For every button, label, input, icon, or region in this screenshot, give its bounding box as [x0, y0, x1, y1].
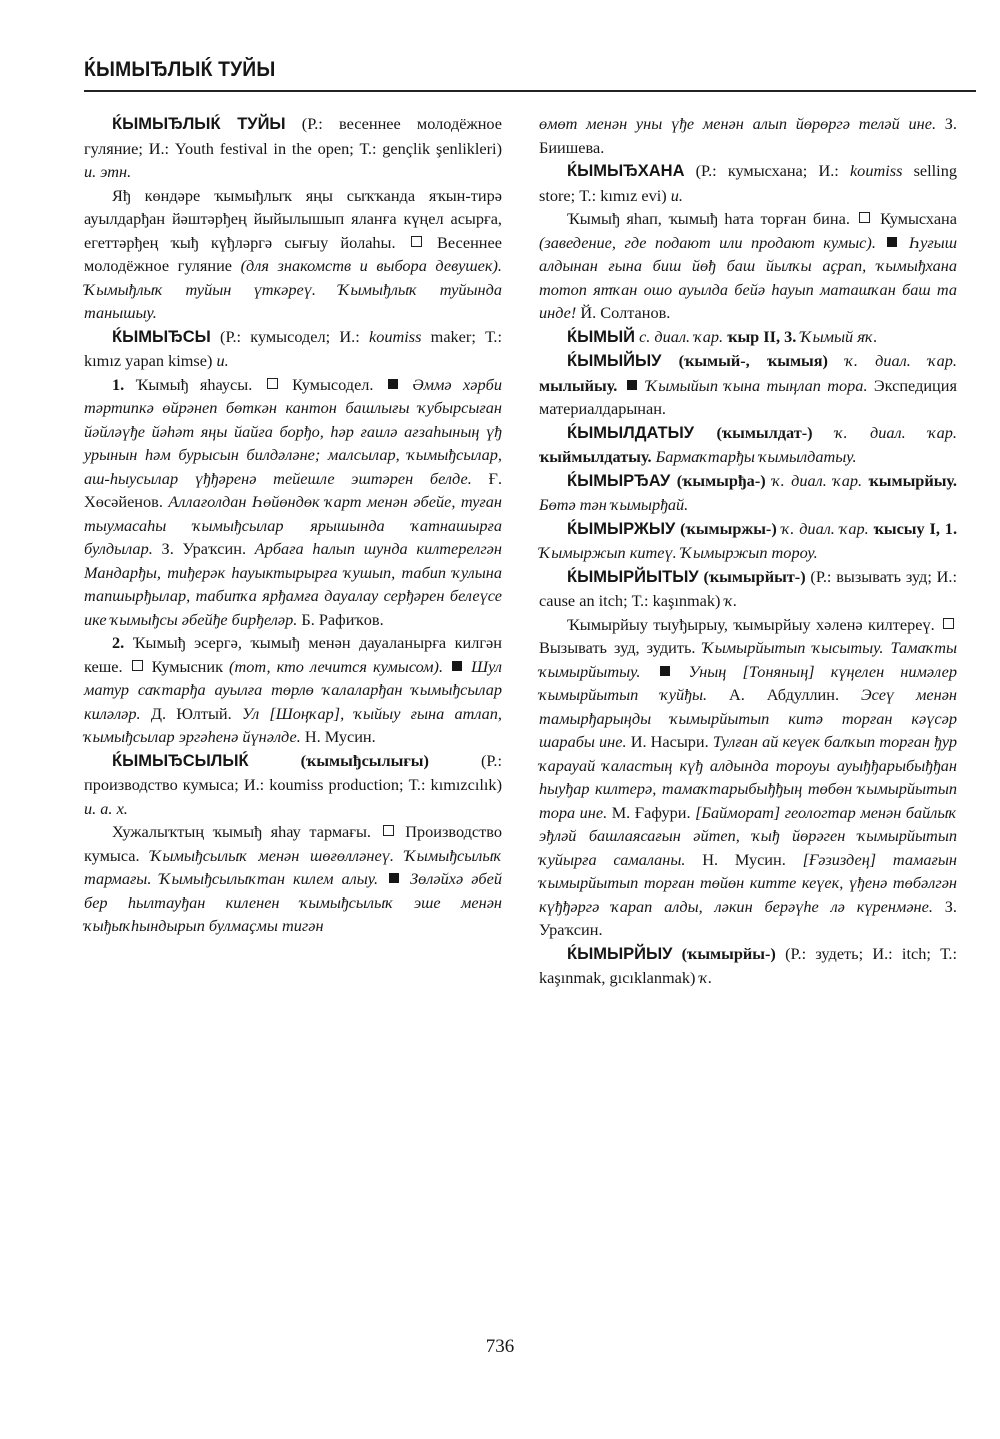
dictionary-entry: [539, 421, 957, 469]
headword: ЌЫМЫРЙЫТЫУ: [567, 567, 699, 586]
russian-equivalent: Кумысодел.: [292, 374, 374, 394]
entry-definition: [539, 613, 957, 942]
russian-equivalent-marker-icon: [267, 378, 278, 389]
right-column: [539, 112, 957, 990]
page-number: 736: [485, 1336, 515, 1357]
quotation: Һуғыш алдынан ғына биш йөђ баш йылҡы аҫрап, ҡымыђхана тотоп ятҡан ошо ауылда бейә һауып маташҡан баш та инде!: [539, 232, 958, 322]
dictionary-entry: [84, 112, 502, 184]
definition-text: Ҡымыђ эсергә, ҡымыђ менән дауаланырға килгән кеше.: [84, 633, 502, 676]
grammar-label: ҡ.: [724, 591, 738, 610]
entry-sense: [84, 631, 502, 749]
quotation-author: А. Абдуллин.: [729, 685, 840, 704]
inflected-form: (ҡымырђа-): [676, 470, 766, 490]
translation-gloss: (Р.: кумысодел; И.:: [220, 326, 360, 346]
russian-equivalent-marker-icon: [943, 618, 954, 629]
cross-reference: ҡысыу I, 1.: [873, 518, 958, 538]
cross-reference: ҡыр II, 3.: [727, 326, 797, 346]
entry-definition: [539, 207, 957, 325]
headword: ЌЫМЫРЂАУ: [567, 471, 671, 490]
quotation: Уның [Тоняның] күңелен нимәлер ҡымырйытып ҡуйђы.: [539, 661, 958, 704]
quotations-marker-icon: [627, 380, 637, 390]
headword: ЌЫМЫЂЛЫЌ ТУЙЫ: [112, 115, 286, 133]
russian-equivalent-marker-icon: [411, 236, 422, 247]
russian-equivalent: Кумысник: [151, 656, 224, 676]
grammar-label: с. диал. ҡар.: [639, 326, 724, 346]
quotation: [Байморат] геологтар менән байлыҡ эђләй башлаясағын әйтеп, ҡыђ йөрәген ҡымырйытып ҡуйырға самаланы.: [539, 802, 957, 869]
russian-note: (для знакомств и выбора девушек).: [240, 256, 502, 275]
grammar-label: ҡ. диал. ҡар.: [781, 518, 869, 538]
cross-reference: ҡымырйыу.: [868, 470, 958, 490]
translation-gloss: maker; Т.: kımız yapan kimse): [84, 326, 502, 370]
quotation-author: И. Насыри.: [630, 732, 709, 751]
translation-gloss: selling store; Т.: kımız evi): [539, 161, 957, 205]
quotation: Аллағолдан Һөйөндөк ҡарт менән әбейе, туған тыумасаһы ҡымыђсылар ярышында ҡатнашырға булдылар.: [84, 492, 502, 558]
translation-gloss-italic: koumiss: [368, 326, 422, 346]
translation-gloss-italic: koumiss: [849, 161, 903, 180]
usage-examples: Бармаҡтарђы ҡымылдатыу.: [655, 447, 857, 466]
definition-text: Ҡымырйыу тыуђырыу, ҡымырйыу хәленә килтереү.: [567, 614, 935, 634]
quotation: Ҡымыйып ҡына тыңлап тора.: [646, 375, 868, 395]
russian-equivalent-marker-icon: [132, 660, 143, 671]
russian-note: (тот, кто лечится кумысом).: [229, 656, 444, 676]
grammar-label: и. этн.: [84, 162, 132, 181]
quotations-marker-icon: [887, 237, 897, 247]
grammar-label: ҡ. диал. ҡар.: [834, 422, 958, 442]
translation-gloss: (Р.: вызывать зуд; И.: cause an itch; Т.: kaşınmak): [539, 566, 957, 610]
left-column: [84, 112, 502, 938]
russian-equivalent: Весеннее молодёжное гуляние: [84, 232, 502, 275]
dictionary-entry: [84, 749, 502, 821]
entry-sense: [84, 373, 502, 632]
quotation: Ул [Шоңҡар], ҡыйыу ғына атлап, ҡымыђсылар эргәһенә йүнәлде.: [84, 703, 502, 746]
inflected-form: (ҡымый-, ҡымыя): [678, 351, 828, 370]
headword: ЌЫМЫРЖЫУ: [567, 519, 676, 538]
grammar-label: и.: [670, 185, 683, 205]
quotation: өмөт менән уны үђе менән алып йөрөргә теләй ине.: [539, 114, 937, 133]
quotation: Зөләйхә әбей бер һылтауђан киленен ҡымыђсылыҡ эше менән ҡыђыҡһындырып булмаҫмы тигән: [84, 869, 502, 935]
definition-text: Ҡымыђ яһап, ҡымыђ һата торған бина.: [567, 209, 850, 228]
headword: ЌЫМЫЛДАТЫУ: [567, 423, 695, 442]
quotation-author: Экспедиция материалдарынан.: [539, 375, 957, 418]
inflected-form: (ҡымырйы-): [681, 943, 776, 963]
quotation-author: Й. Солтанов.: [580, 303, 671, 322]
russian-equivalent: Кумысхана: [880, 209, 957, 228]
definition-text: Хужалыҡтың ҡымыђ яһау тармағы.: [112, 822, 371, 841]
dictionary-entry: [539, 469, 957, 517]
quotation-author: Б. Рафиҡов.: [301, 609, 384, 629]
quotation-author: Н. Мусин.: [702, 849, 786, 869]
quotation: Тулған ай кеүек балҡып торған ђур ҡарауай ҡаластың күђ алдында тороуы ауыђђарыбыђђан һыуђар килтерә, тамаҡтарыбыђђың төбөн ҡымырйытып тора ине.: [539, 732, 957, 822]
inflected-form: (ҡымылдат-): [716, 422, 813, 442]
quotation-author: Н. Мусин.: [304, 727, 376, 746]
inflected-form: (ҡымырйыт-): [703, 566, 806, 586]
cross-reference: мылыйыу.: [539, 375, 618, 395]
sense-number: 1.: [112, 374, 125, 394]
quotation-author: З. Ураҡсин.: [539, 896, 957, 939]
quotation-author: З. Биишева.: [539, 114, 957, 157]
translation-gloss: (Р.: производство кумыса; И.: koumiss production; Т.: kımızcılık): [84, 750, 502, 794]
headword: ЌЫМЫЂХАНА: [567, 162, 685, 180]
grammar-label: и. а. х.: [84, 798, 128, 818]
headword: ЌЫМЫЂСЫ: [112, 327, 211, 346]
russian-equivalent-marker-icon: [859, 212, 870, 223]
definition-text: Яђ көндәре ҡымыђлыҡ яңы сыҡҡанда яҡын-тирә ауылдарђан йәштәрђең йыйылышып яланға күңел асырға, егеттәрђең ҡыђ күђләргә сығыу йолаһы.: [84, 185, 502, 252]
quotation-author: М. Ғафури.: [611, 802, 691, 822]
headword: ЌЫМЫЙЫУ: [567, 352, 662, 370]
headword: ЌЫМЫЙ: [567, 327, 635, 346]
dictionary-entry: [84, 325, 502, 373]
dictionary-entry: [539, 565, 957, 613]
usage-examples: Ҡымыржып китеү. Ҡымыржып тороу.: [539, 543, 818, 562]
dictionary-entry: [539, 942, 957, 990]
definition-text: Ҡымыђ яһаусы.: [135, 374, 253, 394]
quotation: Әммә хәрби тәртипкә өйрәнеп бөткән кантон башлығы ҡубырсыған йәйләүђе йәһәт яңы йайға борђо, һәр ғаилә ағзаһының үђ урынын һәм бурысын билдәләне; малсылар, ҡымыђсылар, аш-һыусылар үђђәренә тейешле эштәрен белде.: [84, 374, 502, 488]
cross-reference: ҡыймылдатыу.: [539, 447, 652, 466]
headword: ЌЫМЫЂСЫЛЫЌ: [112, 751, 249, 770]
quotations-marker-icon: [452, 661, 462, 671]
quotation-author: Ғ. Хөсәйенов.: [84, 468, 503, 511]
translation-gloss: (Р.: весеннее молодёжное гуляние; И.: Youth festival in the open; Т.: gençlik şenlikleri): [84, 114, 502, 158]
translation-gloss: (Р.: кумысхана; И.:: [695, 161, 839, 180]
dictionary-entry: [539, 159, 957, 207]
quotation-author: Д. Юлтый.: [150, 703, 232, 723]
header-rule: [84, 90, 976, 92]
dictionary-entry: [539, 517, 957, 565]
quotations-marker-icon: [660, 666, 670, 676]
translation-gloss: (Р.: зудеть; И.: itch; Т.: kaşınmak, gıcıklanmak): [539, 943, 957, 987]
entry-definition: [84, 820, 502, 938]
grammar-label: ҡ. диал. ҡар.: [845, 351, 957, 370]
usage-examples: Ҡымырйытып ҡысытыу. Тамаҡты ҡымырйытыу.: [539, 638, 957, 681]
quotation: Арбаға һалып шунда килтерелгән Мандарђы, тиђерәк һауыктырырға ҡушып, табип ҡулына тапшырђылар, табипҡа ярђамға дауалау серђәрен белеүсе ике ҡымыђсы әбейђе бирђеләр.: [84, 539, 502, 629]
usage-examples: Бөтә тән ҡымырђай.: [539, 495, 689, 514]
dictionary-entry: [539, 325, 957, 350]
headword: ЌЫМЫРЙЫУ: [567, 944, 673, 963]
usage-examples: Ҡымыђсылыҡ менән шөғөлләнеү. Ҡымыђсылыҡ тармағы. Ҡымыђсылыҡтан килем алыу.: [84, 845, 502, 888]
inflected-form: (ҡымыржы-): [680, 518, 777, 538]
grammar-label: и.: [216, 351, 229, 370]
quotations-marker-icon: [388, 379, 398, 389]
quotation-continuation: [539, 112, 957, 159]
usage-examples: Ҡымый яҡ.: [800, 326, 878, 346]
russian-equivalent: Вызывать зуд, зудить.: [539, 638, 696, 657]
running-head: ЌЫМЫЂЛЫЌ ТУЙЫ: [84, 58, 276, 81]
inflected-form: (ҡымыђсылығы): [300, 750, 429, 770]
grammar-label: ҡ. диал. ҡар.: [772, 470, 863, 490]
quotation: [Ғәзиздең] тамағын ҡымырйытып торған төйөн китте кеүек, үђенә төбәлгән күђђәргә ҡарап алды, ләкин берәүһе лә күренмәне.: [539, 849, 957, 916]
entry-definition: [84, 184, 502, 325]
dictionary-entry: [539, 349, 957, 421]
quotation-author: З. Ураҡсин.: [161, 539, 247, 558]
quotations-marker-icon: [389, 873, 399, 883]
russian-note: (заведение, где подают или продают кумыс).: [539, 232, 876, 252]
russian-equivalent-marker-icon: [383, 825, 394, 836]
sense-number: 2.: [112, 633, 125, 652]
russian-equivalent: Производство кумыса.: [84, 822, 502, 865]
usage-examples: Ҡымыђлыҡ туйын үткәреү. Ҡымыђлыҡ туйында танышыу.: [84, 279, 502, 322]
quotation: Шул матур саҡтарђа ауылға төрлө ҡалаларђан ҡымыђсылар киләләр.: [84, 656, 502, 723]
quotation: Эсеү менән тамырђарыңды ҡымырйытып китә торған кәүсәр шарабы ине.: [539, 685, 957, 751]
grammar-label: ҡ.: [699, 968, 713, 987]
